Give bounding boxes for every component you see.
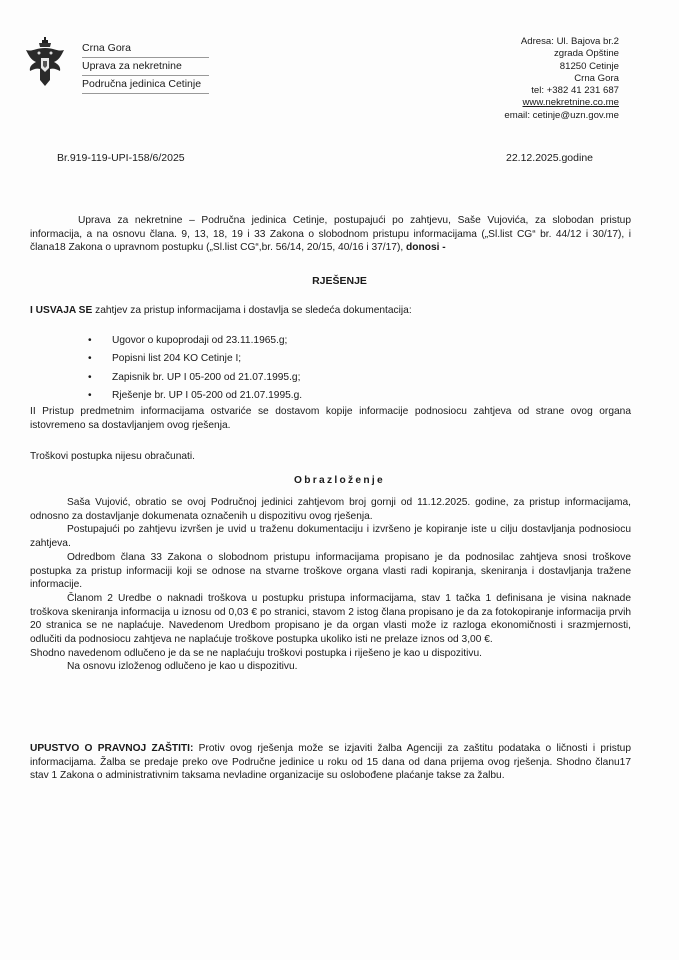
legal-remedy-text: Protiv ovog rješenja može se izjaviti žalba Agenciji za zaštitu podataka o ličnosti i pristup informacijama. Žalba se predaje preko ove Područne jedinice u roku od 15 dana od dana prijema ovog rješenja. Shodno članu17 stav 1 Zakona o administrativnim taksama nevladine organizacije su oslobođene plaćanje takse za žalbu.	[30, 743, 631, 782]
reasoning-paragraph: Odredbom člana 33 Zakona o slobodnom pristupu informacijama propisano je da podnosilac zahtjeva snosi troškove postupka za pristup informaciji koji se odnose na stvarne troškove organa vlasti radi kopiranja, skeniranja i dostavljanja tražene informacije.	[30, 551, 631, 591]
reference-number: Br.919-119-UPI-158/6/2025	[57, 152, 185, 164]
list-item: • Ugovor o kupoprodaji od 23.11.1965.g;	[88, 332, 302, 350]
intro-bold-end: donosi -	[406, 242, 446, 254]
email: email: cetinje@uzn.gov.me	[504, 109, 619, 121]
reasoning-title: Obrazloženje	[293, 475, 385, 486]
list-item: • Rješenje br. UP I 05-200 od 21.07.1995.g.	[88, 387, 302, 405]
org-line: Uprava za nekretnine	[82, 58, 209, 76]
costs-note: Troškovi postupka nijesu obračunati.	[30, 451, 195, 462]
legal-remedy	[30, 742, 631, 783]
document-list	[88, 332, 302, 405]
intro-text: Uprava za nekretnine – Područna jedinica Cetinje, postupajući po zahtjevu, Saše Vujovića, za slobodan pristup informacija, a na osnovu člana. 9, 13, 18, 19 i 33 Zakona o slobodnom pristupu informacijama („Sl.list CG“ br. 44/12 i 30/17), i člana18 Zakona o upravnom postupku („Sl.list CG“,br. 56/14, 20/15, 40/16 i 37/17),	[30, 215, 631, 254]
organization-name	[82, 40, 209, 94]
website-link[interactable]: www.nekretnine.co.me	[522, 97, 619, 109]
decision-point-2: II Pristup predmetnim informacijama ostvariće se dostavom kopije informacije podnosiocu zahtjeva od strane ovog organa istovremeno sa dostavljanjem ovog rješenja.	[30, 406, 631, 431]
address-line: Crna Gora	[574, 72, 619, 84]
address-line: zgrada Opštine	[553, 48, 619, 60]
coat-of-arms-icon	[22, 36, 68, 88]
contact-address	[504, 36, 619, 122]
address-line: Adresa: Ul. Bajova br.2	[520, 36, 619, 47]
list-item: • Zapisnik br. UP I 05-200 od 21.07.1995.g;	[88, 369, 302, 387]
decision-point-1	[30, 305, 412, 316]
reasoning-paragraph: Postupajući po zahtjevu izvršen je uvid u traženu dokumentaciju i izvršeno je kopiranje iste u cilju dostavljanja podnosiocu zahtjeva.	[30, 524, 631, 550]
point-1-text: zahtjev za pristup informacijama i dostavlja se sledeća dokumentacija:	[95, 305, 412, 316]
decision-title: RJEŠENJE	[312, 275, 367, 287]
list-item: • Popisni list 204 KO Cetinje I;	[88, 350, 302, 368]
point-1-label: I USVAJA SE	[30, 305, 93, 316]
reasoning-paragraph: Na osnovu izloženog odlučeno je kao u dispozitivu.	[67, 661, 298, 673]
org-line: Područna jedinica Cetinje	[82, 76, 209, 94]
reasoning-paragraph: Članom 2 Uredbe o naknadi troškova u postupku pristupa informacijama, stav 1 tačka 1 definisana je visina naknade troškova skeniranja informacija u iznosu od 0,03 € po stranici, stavom 2 istog člana propisano je da za fotokopiranje informacija prvih 20 stranica se ne naplaćuje. Navedenom Uredbom propisano je da organ vlasti može iz razloga ekonomičnosti i srazmjernosti, odlučiti da podnosiocu zahtjeva ne naplaćuje troškove postupka ukoliko isti ne prelaze iznos od 3,00 €.	[30, 592, 631, 646]
intro-paragraph	[30, 214, 631, 255]
address-line: 81250 Cetinje	[559, 60, 619, 72]
org-line: Crna Gora	[82, 40, 209, 58]
reasoning-paragraph: Shodno navedenom odlučeno je da se ne naplaćuju troškovi postupka i riješeno je kao u dispozitivu.	[30, 647, 482, 659]
legal-remedy-label: UPUSTVO O PRAVNOJ ZAŠTITI:	[30, 743, 194, 754]
reasoning-paragraph: Saša Vujović, obratio se ovoj Područnoj jedinici zahtjevom broj gornji od 11.12.2025. godine, za pristup informacijama, odnosno za dostavljanje dokumenata označenih u dispozitivu ovog rješenja.	[30, 497, 631, 522]
reasoning-section	[30, 496, 631, 674]
phone: tel: +382 41 231 687	[531, 85, 619, 97]
document-date: 22.12.2025.godine	[506, 152, 593, 164]
